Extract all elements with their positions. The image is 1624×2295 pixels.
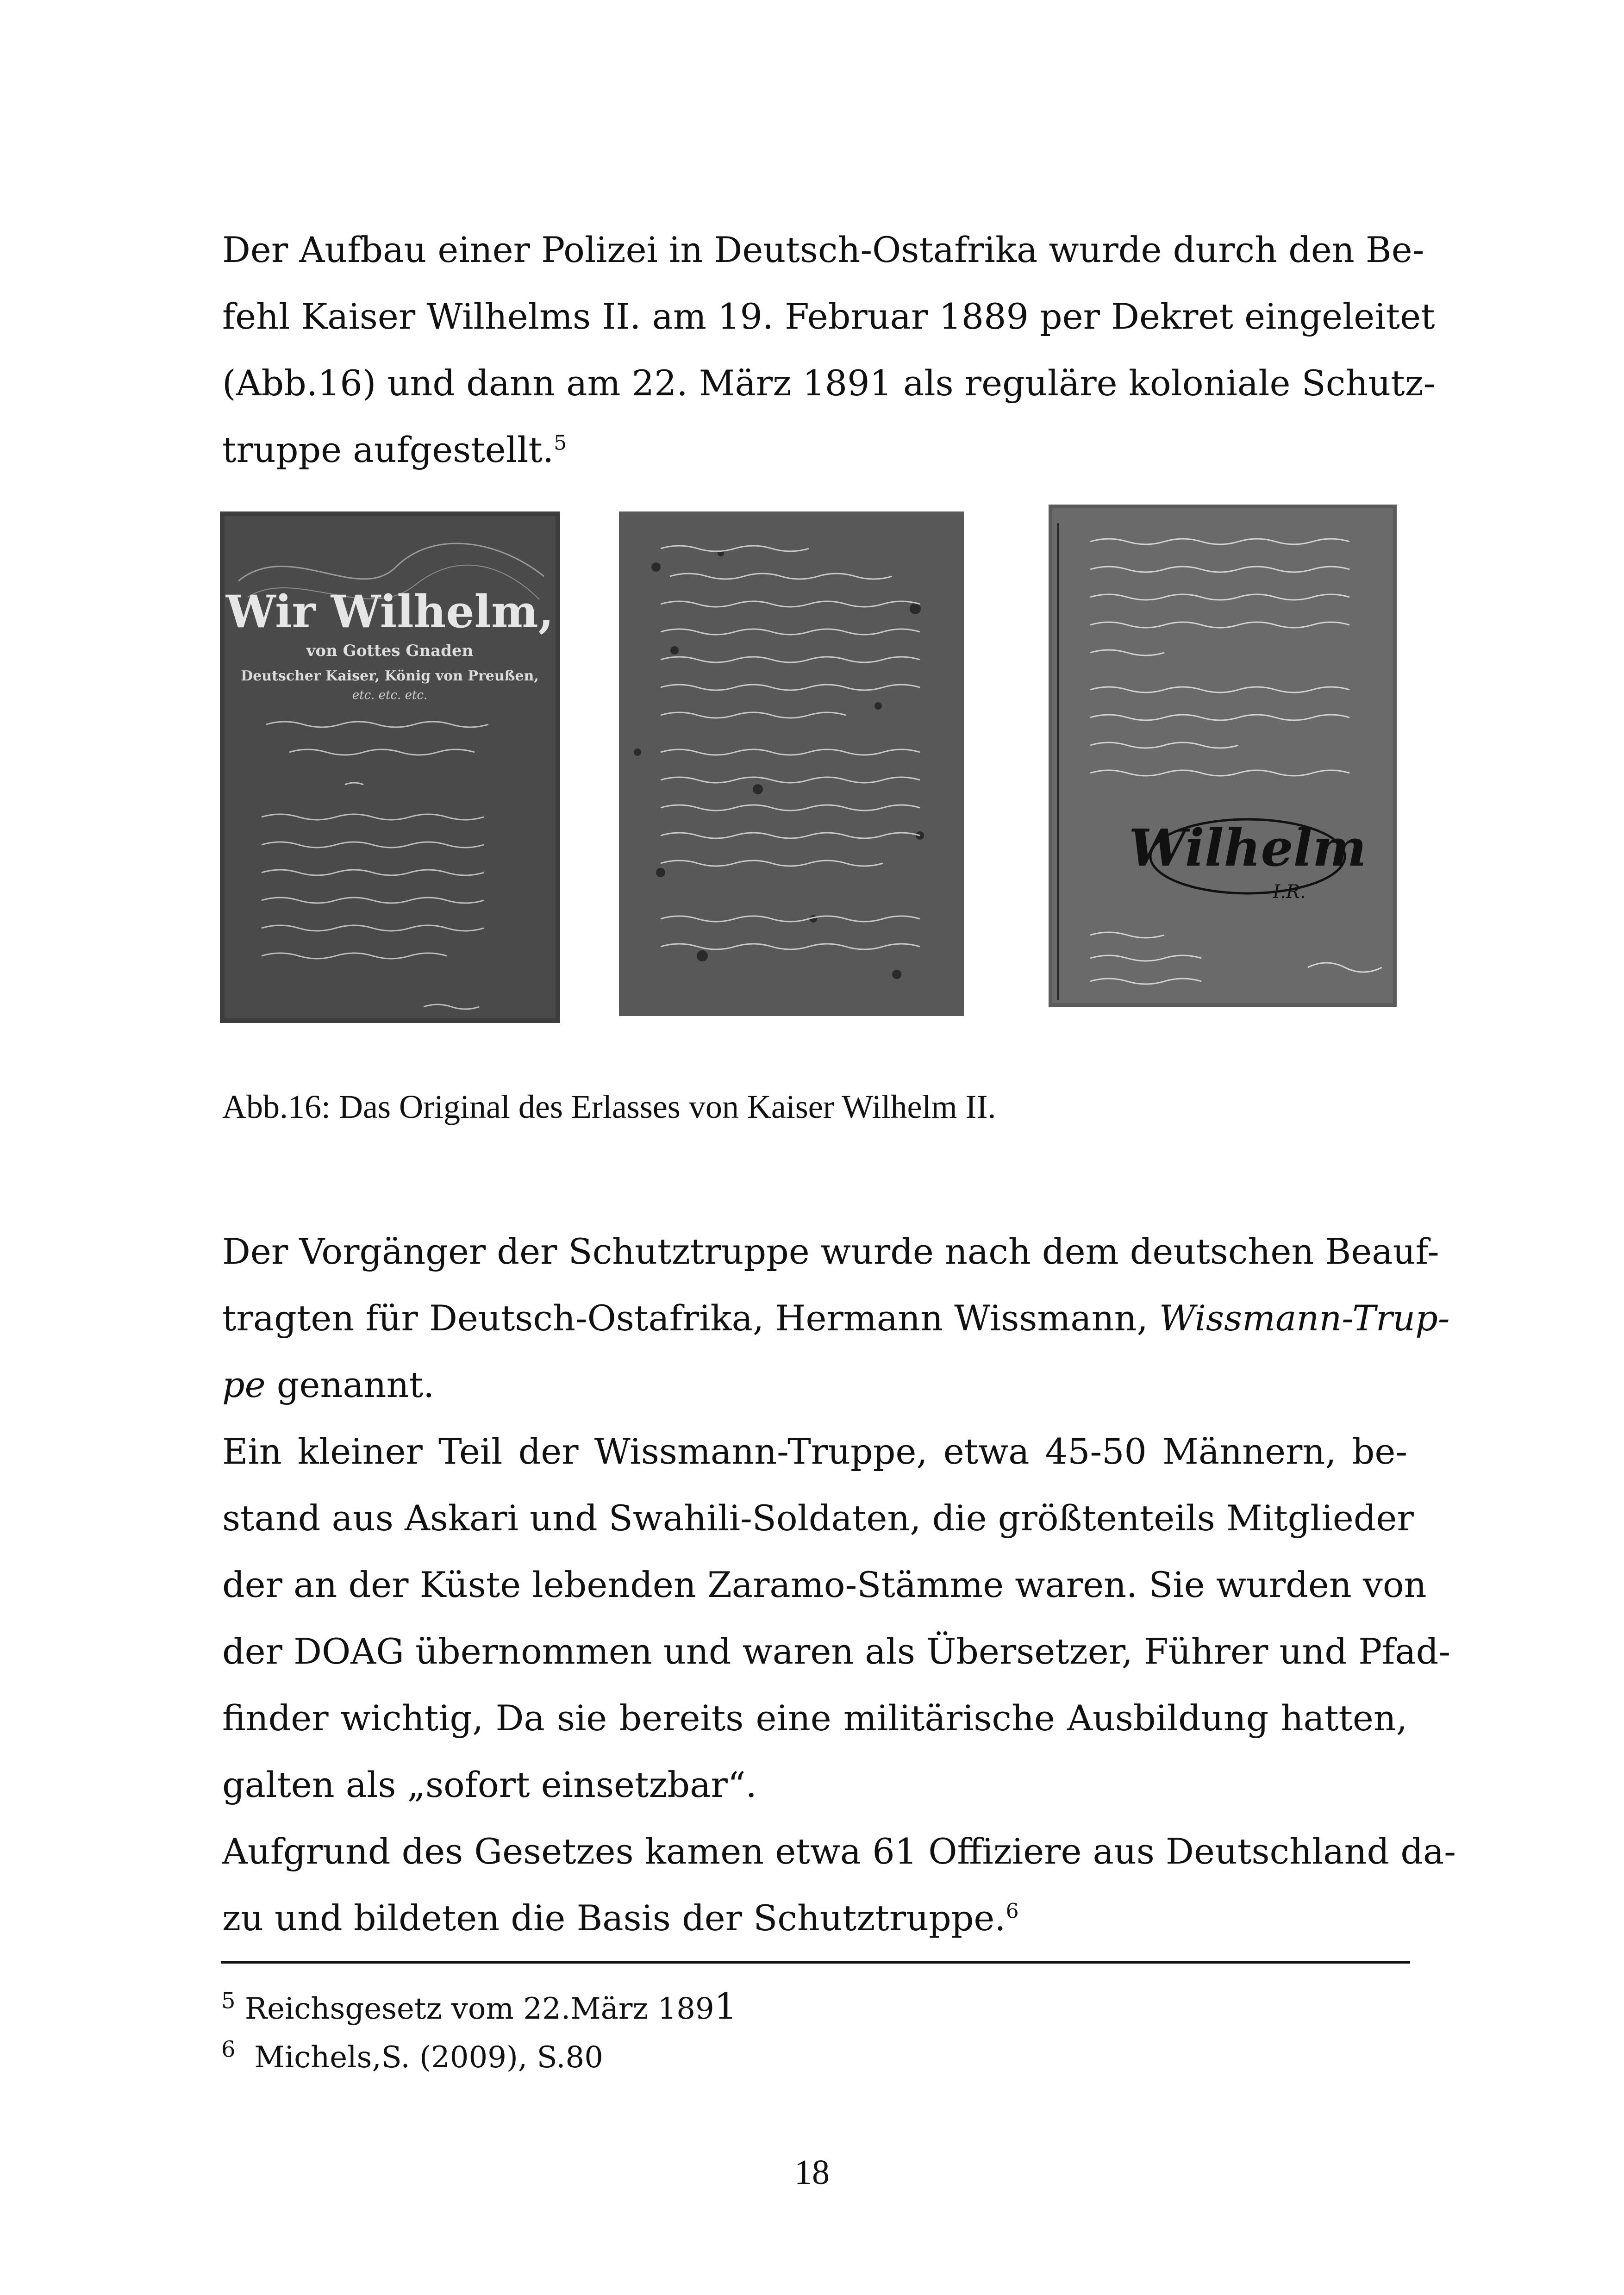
signature-initials: I.R. — [1273, 881, 1306, 903]
text-line: truppe aufgestellt.$^5$ — [222, 429, 567, 470]
figure-caption: Abb.16: Das Original des Erlasses von Kaiser Wilhelm II. — [222, 1088, 996, 1125]
text-line: Der Aufbau einer Polizei in Deutsch-Ostafrika wurde durch den Be- — [222, 229, 1424, 270]
footnote-6 — [221, 2036, 603, 2075]
document-scan-page-1 — [220, 511, 560, 1023]
text-line: galten als „sofort einsetzbar“. — [222, 1764, 757, 1805]
text-line: Aufgrund des Gesetzes kamen etwa 61 Offiziere aus Deutschland da- — [222, 1831, 1456, 1872]
footnote-text: Michels,S. (2009), S.80 — [254, 2040, 603, 2075]
document-scan-page-3 — [1049, 505, 1397, 1007]
italic-term: Wissmann-Trup- — [1159, 1297, 1450, 1339]
decree-subheading: von Gottes Gnaden — [306, 642, 474, 660]
figure-group — [220, 505, 1410, 1023]
paragraph-4 — [222, 1818, 1456, 1952]
paragraph-1 — [222, 217, 1436, 483]
text-line: zu und bildeten die Basis der Schutztruppe.$^6$ — [222, 1897, 1019, 1939]
text-line: fehl Kaiser Wilhelms II. am 19. Februar 1889 per Dekret eingeleitet — [222, 296, 1435, 337]
decree-title: Deutscher Kaiser, König von Preußen, — [241, 668, 539, 684]
footnote-number: 5 — [221, 1988, 236, 2014]
text-line: finder wichtig, Da sie bereits eine militärische Ausbildung hatten, — [222, 1697, 1407, 1739]
text-line: tragten für Deutsch-Ostafrika, Hermann Wissmann, Wissmann-Trup- — [222, 1297, 1450, 1339]
decree-etc: etc. etc. etc. — [352, 688, 428, 702]
footnote-separator — [221, 1961, 1410, 1964]
footnote-ref: 5 — [554, 431, 567, 455]
text-line: pe genannt. — [222, 1364, 435, 1405]
text-line: (Abb.16) und dann am 22. März 1891 als reguläre koloniale Schutz- — [222, 362, 1436, 404]
italic-term: pe — [222, 1364, 266, 1405]
text-line: Ein kleiner Teil der Wissmann-Truppe, etwa 45-50 Männern, be- — [222, 1431, 1407, 1472]
decree-heading: Wir Wilhelm, — [226, 586, 554, 638]
footnote-text-tail: 1 — [714, 1986, 737, 2027]
signature: Wilhelm — [1129, 818, 1367, 878]
paragraph-2 — [222, 1218, 1450, 1418]
footnote-text: Reichsgesetz vom 22.März 189 — [244, 1992, 714, 2026]
text-line: der DOAG übernommen und waren als Übersetzer, Führer und Pfad- — [222, 1631, 1451, 1672]
page-number: 18 — [794, 2153, 830, 2192]
footnote-ref: 6 — [1006, 1899, 1019, 1923]
paragraph-3 — [222, 1418, 1451, 1818]
footnote-number: 6 — [221, 2036, 236, 2063]
text-line: stand aus Askari und Swahili-Soldaten, die größtenteils Mitglieder — [222, 1497, 1414, 1539]
footnote-5 — [221, 1986, 737, 2027]
text-line: der an der Küste lebenden Zaramo-Stämme waren. Sie wurden von — [222, 1564, 1427, 1605]
document-scan-page-2 — [619, 511, 964, 1016]
text-line: Der Vorgänger der Schutztruppe wurde nach dem deutschen Beauf- — [222, 1231, 1439, 1272]
